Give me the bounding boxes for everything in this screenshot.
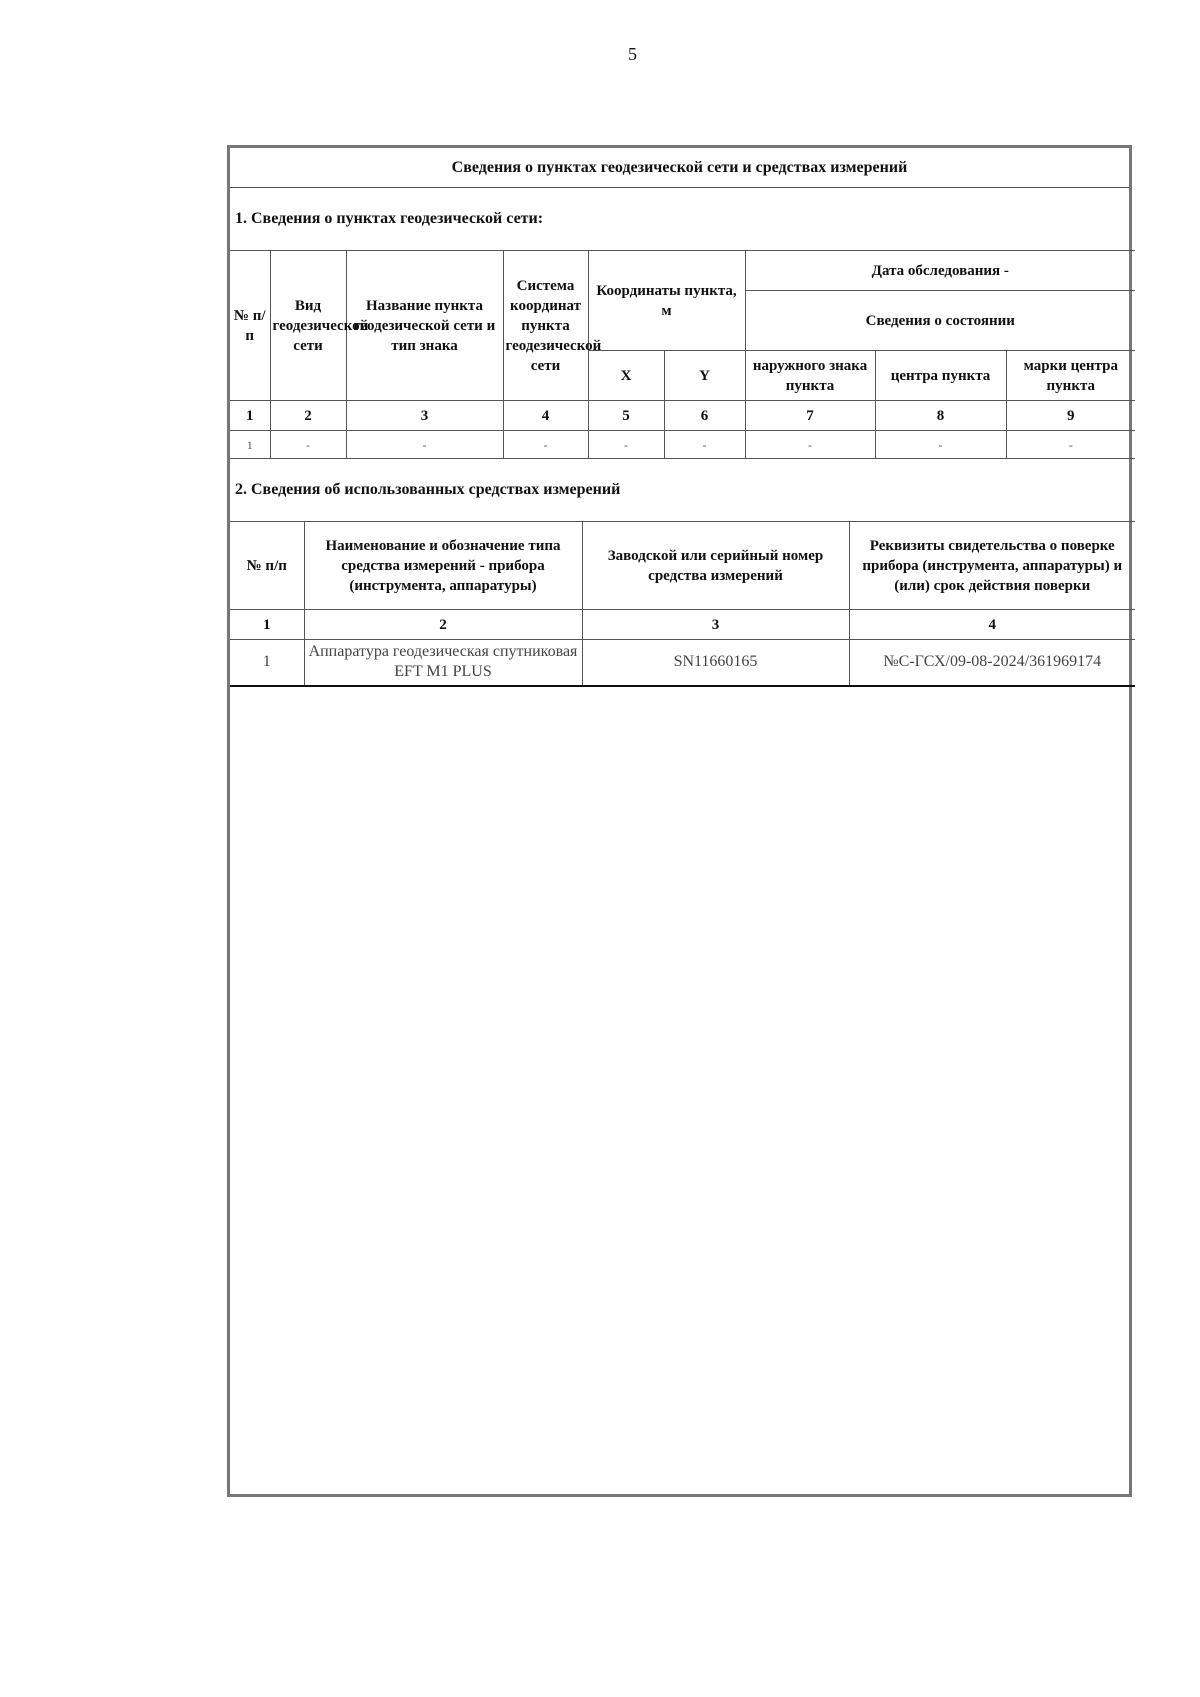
table-row: [230, 640, 1135, 686]
table-cell: -: [664, 431, 745, 459]
header-outer-sign: наружного знака пункта: [745, 351, 875, 401]
section2-title: 2. Сведения об использованных средствах измерений: [235, 481, 621, 498]
header-coordinates: Координаты пункта, м: [588, 251, 745, 351]
frame-title: Сведения о пунктах геодезической сети и средствах измерений: [230, 148, 1129, 188]
column-number: 8: [875, 401, 1006, 431]
geodetic-points-table: [230, 250, 1135, 459]
table-cell: 1: [230, 640, 304, 686]
table-cell: -: [588, 431, 664, 459]
header-state-info: Сведения о состоянии: [745, 291, 1135, 351]
column-number: 1: [230, 610, 304, 640]
column-number: 6: [664, 401, 745, 431]
header-serial-number: Заводской или серийный номер средства измерений: [582, 522, 849, 610]
header-x: X: [588, 351, 664, 401]
table-cell: Аппаратура геодезическая спутниковая EFT M1 PLUS: [304, 640, 582, 686]
table-cell: -: [1006, 431, 1135, 459]
document-frame: [227, 145, 1132, 1497]
column-number: 2: [304, 610, 582, 640]
instruments-table: [230, 521, 1135, 687]
table-cell: -: [875, 431, 1006, 459]
column-number: 2: [270, 401, 346, 431]
column-number: 5: [588, 401, 664, 431]
header-point-name: Название пункта геодезической сети и тип знака: [346, 251, 503, 401]
header-num: № п/п: [230, 251, 270, 401]
column-number: 9: [1006, 401, 1135, 431]
table-cell: -: [346, 431, 503, 459]
section1-title: 1. Сведения о пунктах геодезической сети:: [235, 210, 544, 227]
column-number: 4: [849, 610, 1135, 640]
column-number: 3: [346, 401, 503, 431]
column-number: 4: [503, 401, 588, 431]
page-number: 5: [628, 44, 637, 64]
table-cell: SN11660165: [582, 640, 849, 686]
header-instrument-name: Наименование и обозначение типа средства измерений - прибора (инструмента, аппаратуры): [304, 522, 582, 610]
header-num: № п/п: [230, 522, 304, 610]
table-row: [230, 431, 1135, 459]
header-y: Y: [664, 351, 745, 401]
header-point-center: центра пункта: [875, 351, 1006, 401]
header-survey-date: Дата обследования -: [745, 251, 1135, 291]
table-cell: -: [745, 431, 875, 459]
column-number: 1: [230, 401, 270, 431]
header-coord-system: Система координат пункта геодезической сети: [503, 251, 588, 401]
table-cell: -: [270, 431, 346, 459]
table-cell: 1: [230, 431, 270, 459]
column-number: 3: [582, 610, 849, 640]
header-center-mark: марки центра пункта: [1006, 351, 1135, 401]
table-cell: №С-ГСХ/09-08-2024/361969174: [849, 640, 1135, 686]
header-certificate: Реквизиты свидетельства о поверке прибора (инструмента, аппаратуры) и (или) срок действия поверки: [849, 522, 1135, 610]
column-number: 7: [745, 401, 875, 431]
header-network-type: Вид геодезической сети: [270, 251, 346, 401]
table-cell: -: [503, 431, 588, 459]
